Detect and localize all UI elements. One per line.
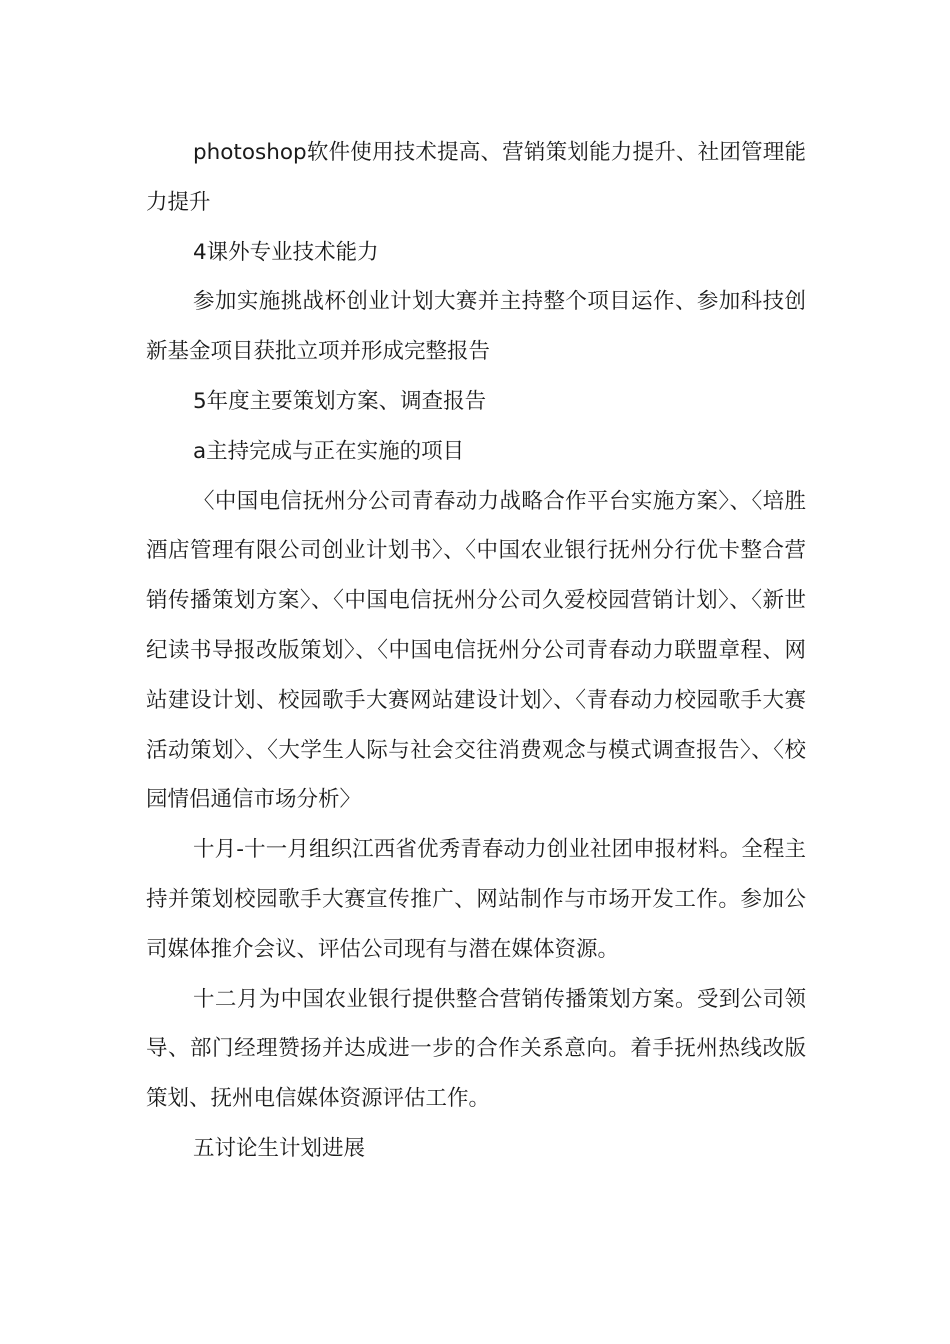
subheading-projects: a主持完成与正在实施的项目 xyxy=(193,438,465,464)
paragraph-skills-improvement: photoshop软件使用技术提高、营销策划能力提升、社团管理能力提升 xyxy=(146,140,806,215)
paragraph-project-list: 〈中国电信抚州分公司青春动力战略合作平台实施方案〉、〈培胜酒店管理有限公司创业计划书〉、〈中国农业银行抚州分行优卡整合营销传播策划方案〉、〈中国电信抚州分公司久爱校园营销计划〉、〈新世纪读书导报改版策划〉、〈中国电信抚州分公司青春动力联盟章程、网站建设计划、校园歌手大赛网站建设计划〉、〈青春动力校园歌手大赛活动策划〉、〈大学生人际与社会交往消费观念与模式调查报告〉、〈校园情侣通信市场分析〉 xyxy=(146,488,806,813)
document-body xyxy=(146,128,806,1174)
paragraph-competitions: 参加实施挑战杯创业计划大赛并主持整个项目运作、参加科技创新基金项目获批立项并形成完整报告 xyxy=(146,289,806,365)
heading-annual-plans: 5年度主要策划方案、调查报告 xyxy=(193,388,487,414)
paragraph-october-november: 十月-十一月组织江西省优秀青春动力创业社团申报材料。全程主持并策划校园歌手大赛宣传推广、网站制作与市场开发工作。参加公司媒体推介会议、评估公司现有与潜在媒体资源。 xyxy=(146,837,806,962)
paragraph-december: 十二月为中国农业银行提供整合营销传播策划方案。受到公司领导、部门经理赞扬并达成进一步的合作关系意向。着手抚州热线改版策划、抚州电信媒体资源评估工作。 xyxy=(146,986,806,1112)
heading-discussion-plan: 五讨论生计划进展 xyxy=(193,1135,366,1161)
heading-extracurricular-skills: 4课外专业技术能力 xyxy=(193,239,379,265)
